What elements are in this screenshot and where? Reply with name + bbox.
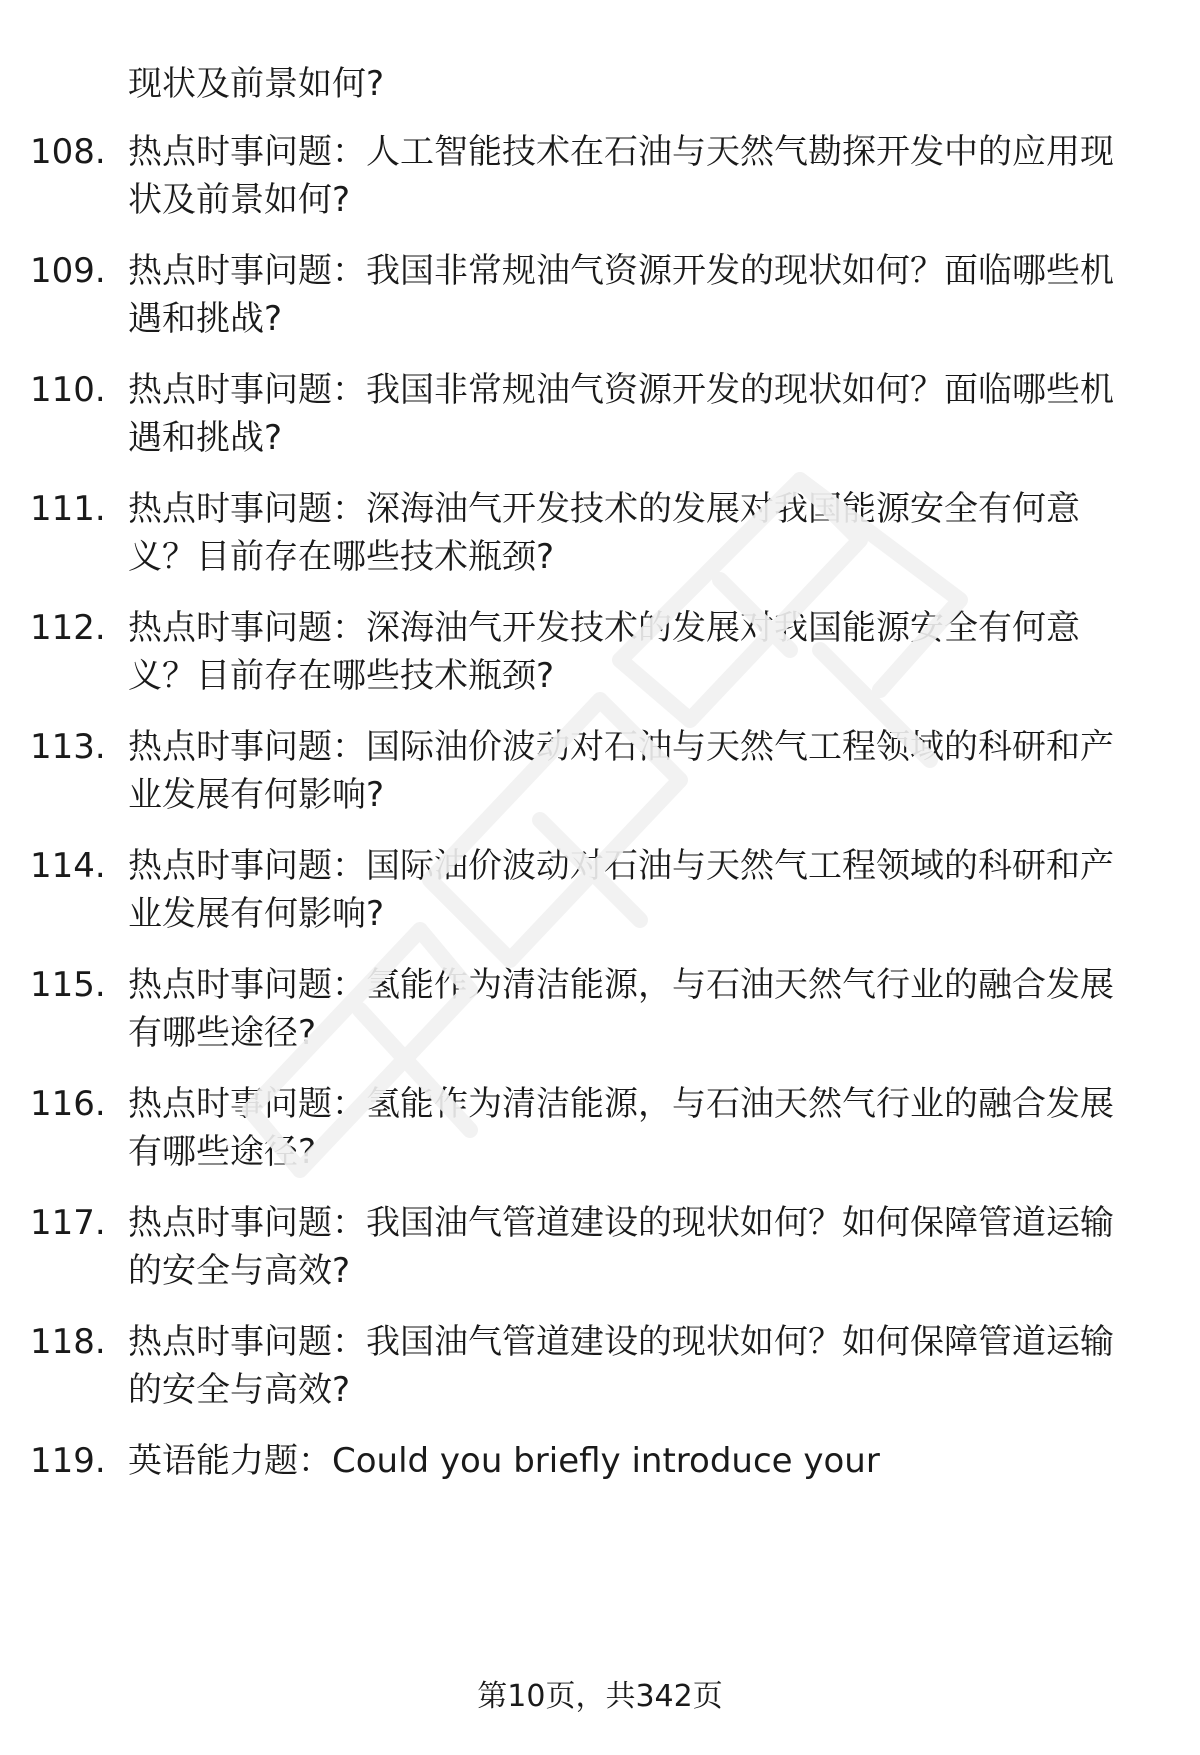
item-number: 115. [30, 965, 106, 1005]
item-text: 热点时事问题：我国油气管道建设的现状如何？如何保障管道运输的安全与高效? [128, 1203, 1114, 1291]
item-number: 113. [30, 727, 106, 767]
item-text: 热点时事问题：我国非常规油气资源开发的现状如何？面临哪些机遇和挑战? [128, 251, 1114, 339]
item-number: 111. [30, 489, 106, 529]
item-number: 112. [30, 608, 106, 648]
item-number: 119. [30, 1441, 106, 1481]
item-number: 110. [30, 370, 106, 410]
item-number: 114. [30, 846, 106, 886]
item-text: 热点时事问题：人工智能技术在石油与天然气勘探开发中的应用现状及前景如何? [128, 132, 1114, 220]
item-text: 热点时事问题：我国油气管道建设的现状如何？如何保障管道运输的安全与高效? [128, 1322, 1114, 1410]
continued-text: 现状及前景如何? [128, 64, 385, 104]
item-text: 热点时事问题：国际油价波动对石油与天然气工程领域的科研和产业发展有何影响? [128, 846, 1114, 934]
item-number: 109. [30, 251, 106, 291]
item-number: 108. [30, 132, 106, 172]
item-text: 热点时事问题：氢能作为清洁能源，与石油天然气行业的融合发展有哪些途径? [128, 965, 1114, 1053]
item-text: 热点时事问题：国际油价波动对石油与天然气工程领域的科研和产业发展有何影响? [128, 727, 1114, 815]
page-footer: 第10页，共342页 [477, 1679, 723, 1714]
item-number: 117. [30, 1203, 106, 1243]
item-text: 热点时事问题：我国非常规油气资源开发的现状如何？面临哪些机遇和挑战? [128, 370, 1114, 458]
item-text: 英语能力题：Could you briefly introduce your [128, 1441, 880, 1481]
item-text: 热点时事问题：深海油气开发技术的发展对我国能源安全有何意义？目前存在哪些技术瓶颈? [128, 489, 1080, 577]
item-text: 热点时事问题：深海油气开发技术的发展对我国能源安全有何意义？目前存在哪些技术瓶颈? [128, 608, 1080, 696]
item-text: 热点时事问题：氢能作为清洁能源，与石油天然气行业的融合发展有哪些途径? [128, 1084, 1114, 1172]
item-number: 118. [30, 1322, 106, 1362]
item-number: 116. [30, 1084, 106, 1124]
